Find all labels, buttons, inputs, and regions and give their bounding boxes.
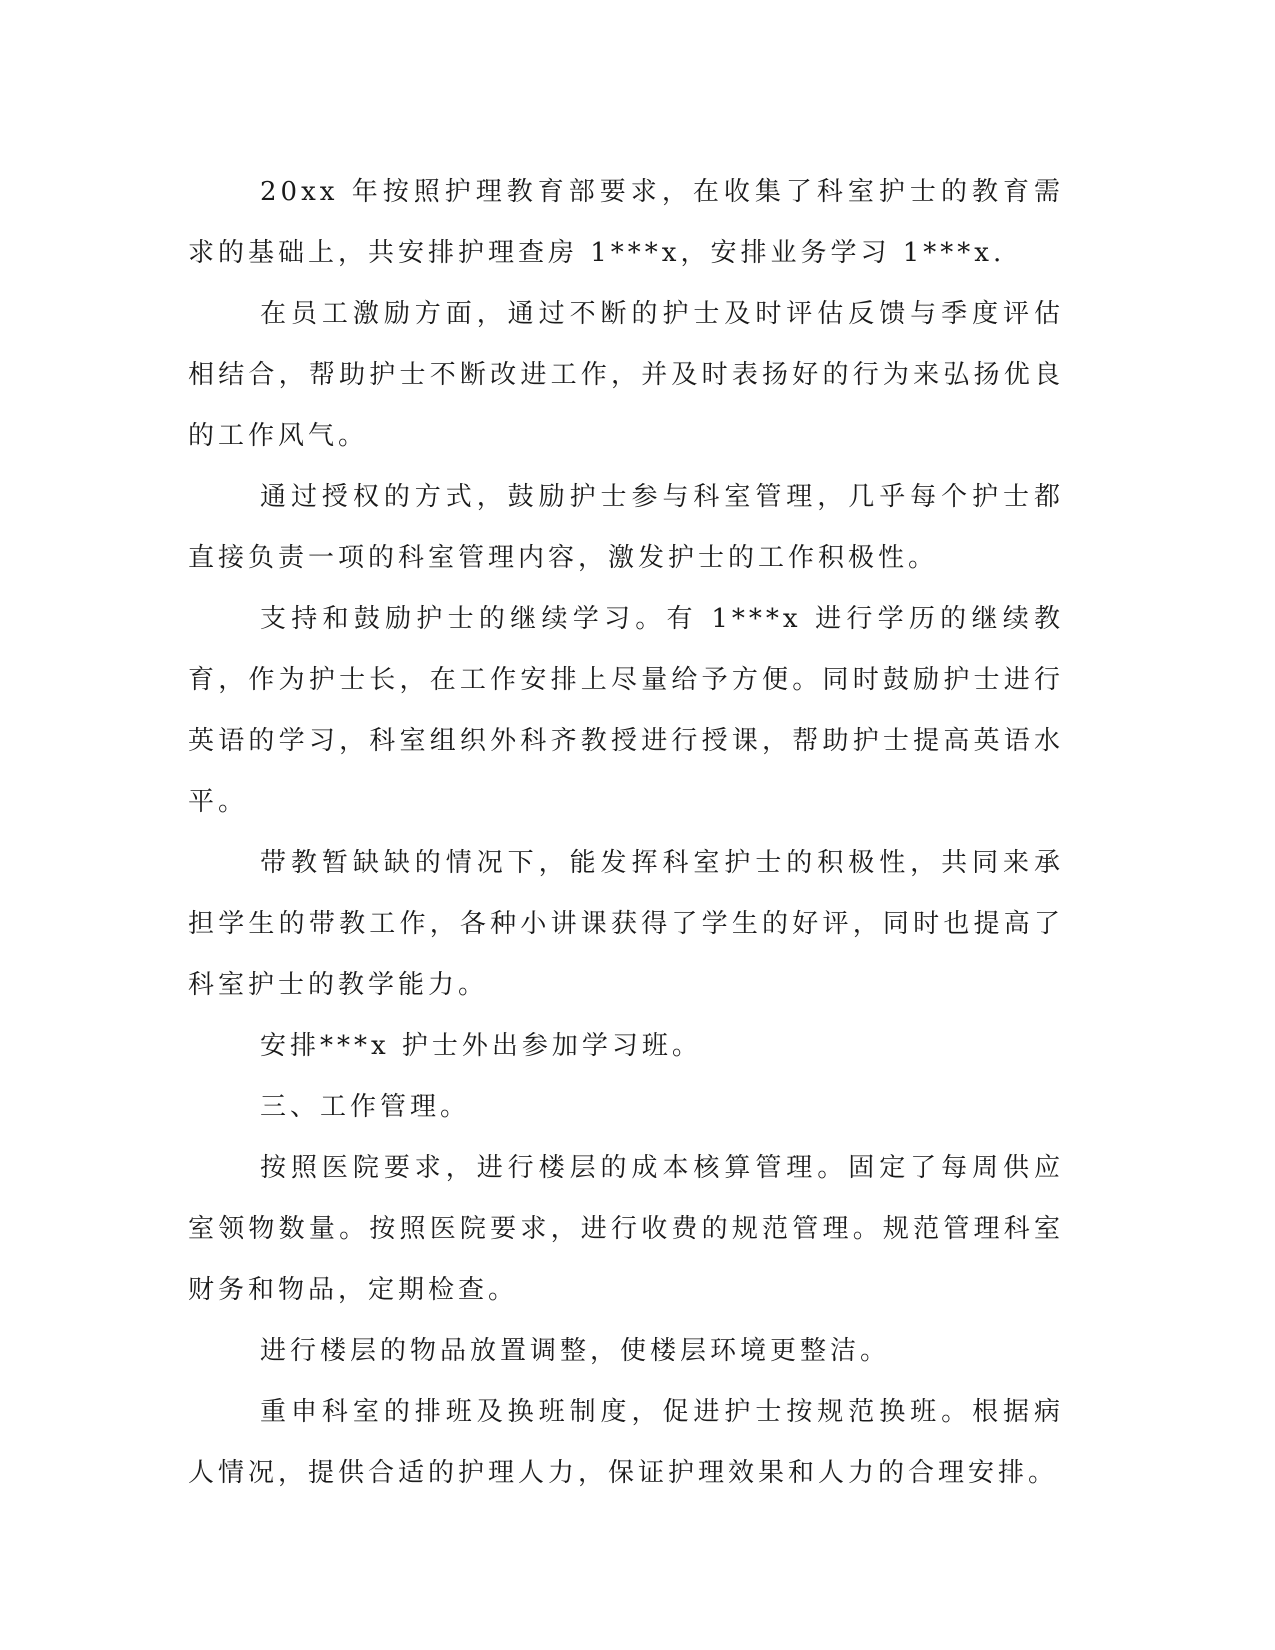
paragraph-education-plan: 20xx 年按照护理教育部要求，在收集了科室护士的教育需求的基础上，共安排护理查房 1***x，安排业务学习 1***x.	[188, 177, 1064, 268]
paragraph-staff-motivation: 在员工激励方面，通过不断的护士及时评估反馈与季度评估相结合，帮助护士不断改进工作，并及时表扬好的行为来弘扬优良的工作风气。	[188, 299, 1064, 451]
section-heading-work-management: 三、工作管理。	[260, 1092, 471, 1122]
paragraph-cost-management: 按照医院要求，进行楼层的成本核算管理。固定了每周供应室领物数量。按照医院要求，进行收费的规范管理。规范管理科室财务和物品，定期检查。	[188, 1153, 1064, 1305]
paragraph-training-class: 安排***x 护士外出参加学习班。	[260, 1031, 702, 1061]
paragraph-teaching: 带教暂缺缺的情况下，能发挥科室护士的积极性，共同来承担学生的带教工作，各种小讲课获得了学生的好评，同时也提高了科室护士的教学能力。	[188, 848, 1064, 1000]
paragraph-continuing-education: 支持和鼓励护士的继续学习。有 1***x 进行学历的继续教育，作为护士长，在工作安排上尽量给予方便。同时鼓励护士进行英语的学习，科室组织外科齐教授进行授课，帮助护士提高英语水平。	[188, 604, 1064, 817]
paragraph-floor-arrangement: 进行楼层的物品放置调整，使楼层环境更整洁。	[260, 1336, 891, 1366]
paragraph-shift-system: 重申科室的排班及换班制度，促进护士按规范换班。根据病人情况，提供合适的护理人力，保证护理效果和人力的合理安排。	[188, 1397, 1064, 1488]
paragraph-authorization: 通过授权的方式，鼓励护士参与科室管理，几乎每个护士都直接负责一项的科室管理内容，激发护士的工作积极性。	[188, 482, 1064, 573]
document-body	[188, 162, 1064, 1504]
